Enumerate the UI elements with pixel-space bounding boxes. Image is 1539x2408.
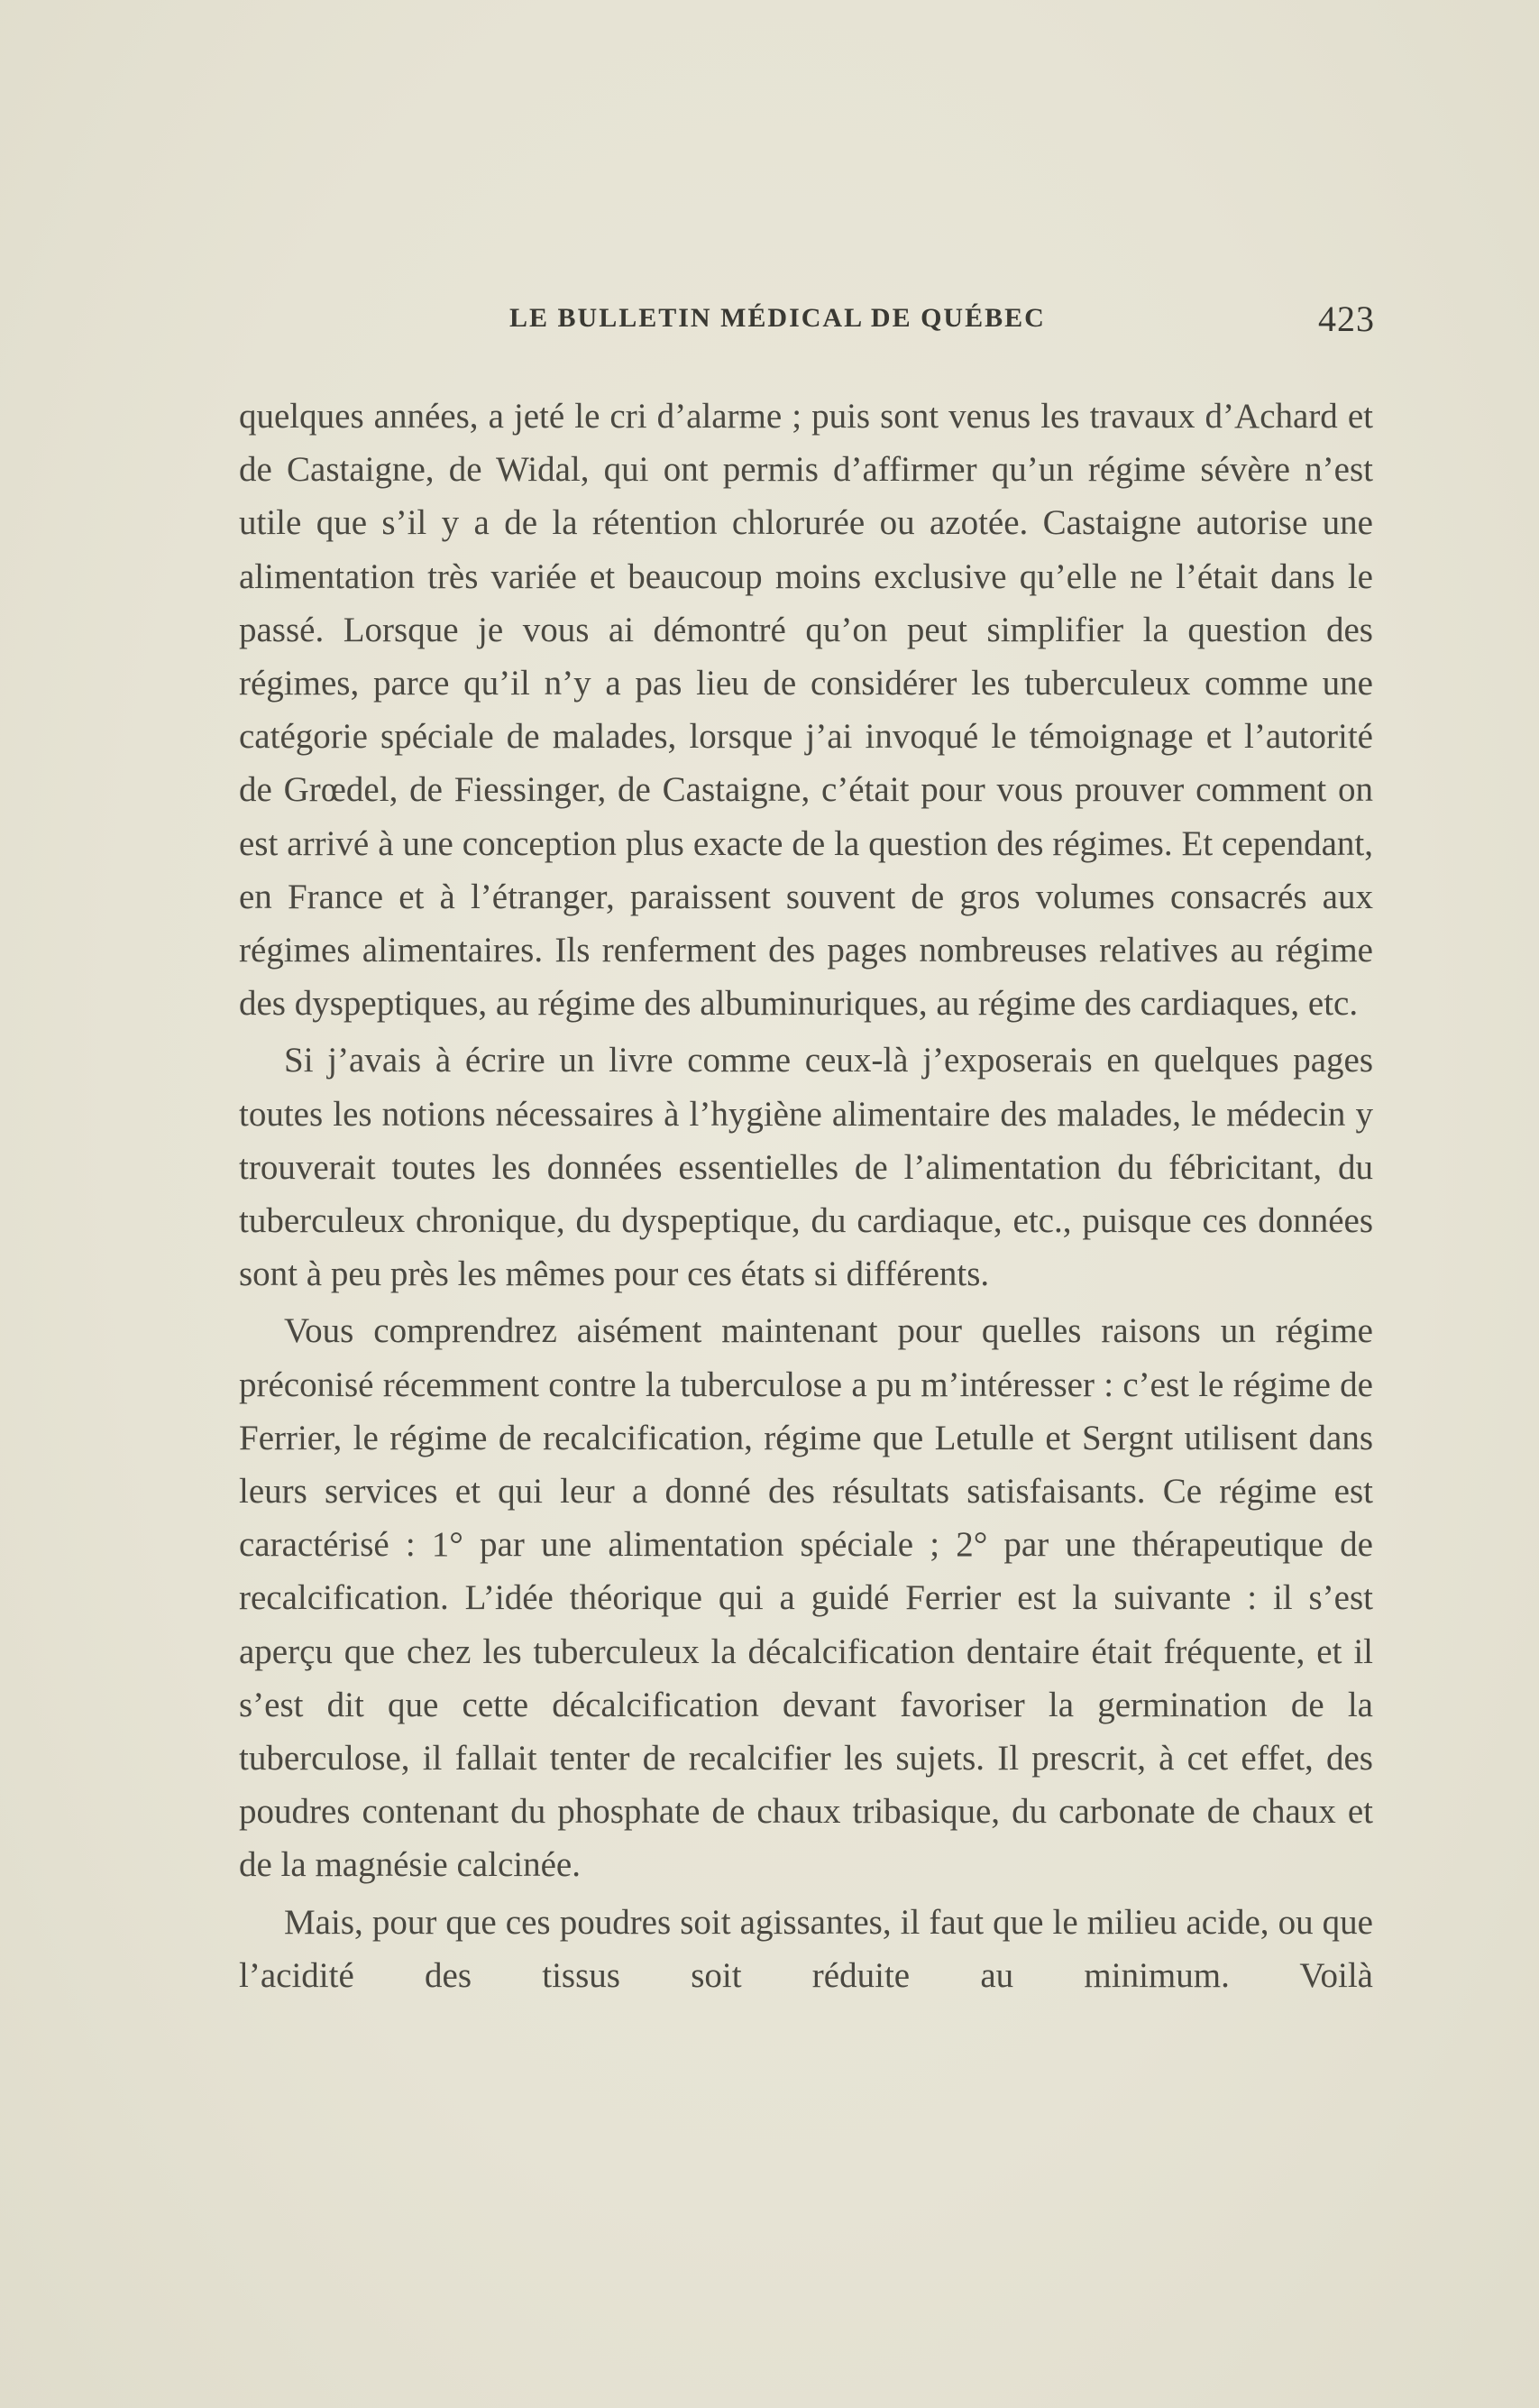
running-title: LE BULLETIN MÉDICAL DE QUÉBEC bbox=[509, 303, 1046, 333]
page-number: 423 bbox=[1318, 299, 1375, 339]
paragraph-continuation: quelques années, a jeté le cri d’alarme ; puis sont venus les travaux d’Achard et de Castaigne, de Widal, qui ont permis d’affirmer qu’un régime sévère n’est utile que s’il y a de la rétention chlorurée ou azotée. Castaigne autorise une alimentation très variée et beaucoup moins exclusive qu’elle ne l’était dans le passé. Lorsque je vous ai démontré qu’on peut simplifier la question des régimes, parce qu’il n’y a pas lieu de considérer les tuberculeux comme une catégorie spéciale de malades, lorsque j’ai invoqué le témoignage et l’autorité de Grœdel, de Fiessinger, de Castaigne, c’était pour vous prouver comment on est arrivé à une conception plus exacte de la question des régimes. Et cependant, en France et à l’étranger, paraissent souvent de gros volumes consacrés aux régimes alimentaires. Ils renferment des pages nombreuses relatives au régime des dyspeptiques, au régime des albuminuriques, au régime des cardiaques, etc. bbox=[239, 397, 1373, 1024]
paragraph: Vous comprendrez aisément maintenant pour quelles raisons un régime préconisé récemment contre la tuberculose a pu m’intéresser : c’est le régime de Ferrier, le régime de recalcification, régime que Letulle et Sergnt utilisent dans leurs services et qui leur a donné des résultats satisfaisants. Ce régime est caractérisé : 1° par une alimentation spéciale ; 2° par une thérapeutique de recalcification. L’idée théorique qui a guidé Ferrier est la suivante : il s’est aperçu que chez les tuberculeux la décalcification dentaire était fréquente, et il s’est dit que cette décalcification devant favoriser la germination de la tuberculose, il fallait tenter de recalcifier les sujets. Il prescrit, à cet effet, des poudres contenant du phosphate de chaux tribasique, du carbonate de chaux et de la magnésie calcinée. bbox=[239, 1311, 1373, 1885]
paragraph: Si j’avais à écrire un livre comme ceux-là j’exposerais en quelques pages toutes les notions nécessaires à l’hygiène alimentaire des malades, le médecin y trouverait toutes les données essentielles de l’alimentation du fébricitant, du tuberculeux chronique, du dyspeptique, du cardiaque, etc., puisque ces données sont à peu près les mêmes pour ces états si différents. bbox=[239, 1041, 1373, 1294]
body-text bbox=[239, 390, 1373, 2002]
paragraph: Mais, pour que ces poudres soit agissantes, il faut que le milieu acide, ou que l’acidité des tissus soit réduite au minimum. Voilà bbox=[239, 1902, 1373, 1995]
page-header bbox=[239, 298, 1375, 343]
